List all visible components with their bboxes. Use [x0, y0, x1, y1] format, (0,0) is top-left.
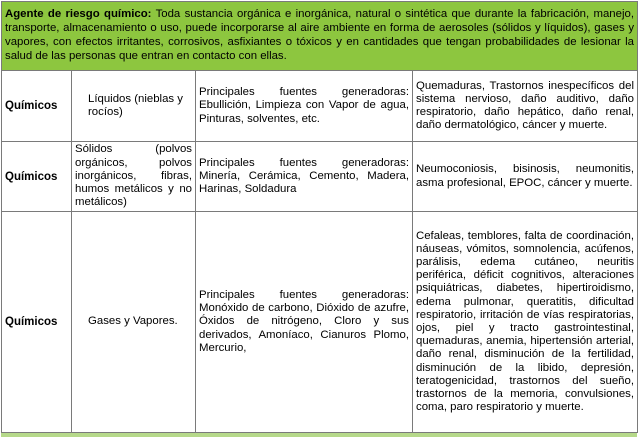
table-row: [2, 71, 638, 142]
table-row: [2, 142, 638, 212]
category-cell: Químicos: [2, 142, 72, 212]
definition-text: Toda sustancia orgánica e inorgánica, natural o sintética que durante la fabricación, manejo, transporte, almacenamiento o uso, puede incorporarse al aire ambiente en forma de aerosoles (sólidos y líquidos), gases y vapores, con efectos irritantes, corrosivos, asfixiantes o tóxicos y en cantidades que tengan probabilidades de lesionar la salud de las personas que entran en contacto con ellas.: [5, 8, 635, 62]
definition-cell: [2, 2, 638, 71]
chemical-risk-table: [1, 1, 638, 433]
sources-cell: Principales fuentes generadoras: Minería, Cerámica, Cemento, Madera, Harinas, Soldadura: [196, 142, 413, 212]
effects-cell: Neumoconiosis, bisinosis, neumonitis, asma profesional, EPOC, cáncer y muerte.: [413, 142, 638, 212]
definition-term: Agente de riesgo químico:: [5, 8, 152, 21]
effects-cell: Cefaleas, temblores, falta de coordinación, náuseas, vómitos, somnolencia, acúfenos, parálisis, edema cutáneo, neuritis periférica, déficit cognitivos, alteraciones psiquiátricas, diabetes, hipertiroidismo, edema pulmonar, queratitis, dificultad respiratorio, irritación de vías respiratorias, ojos, piel y tracto gastrointestinal, quemaduras, anemia, hipertensión arterial, daño renal, disminución de la fertilidad, disminución de la libido, depresión, teratogenicidad, trastornos del sueño, trastornos de la memoria, convulsiones, coma, paro respiratorio y muerte.: [413, 212, 638, 433]
sources-cell: Principales fuentes generadoras: Ebullición, Limpieza con Vapor de agua, Pinturas, solventes, etc.: [196, 71, 413, 142]
header-row: [2, 2, 638, 71]
agent-type-cell: Líquidos (nieblas y rocíos): [72, 71, 196, 142]
agent-type-cell: Sólidos (polvos orgánicos, polvos inorgánicos, fibras, humos metálicos y no metálicos): [72, 142, 196, 212]
category-cell: Químicos: [2, 212, 72, 433]
bottom-green-band: [1, 433, 637, 437]
category-cell: Químicos: [2, 71, 72, 142]
table-row: [2, 212, 638, 433]
agent-type-cell: Gases y Vapores.: [72, 212, 196, 433]
effects-cell: Quemaduras, Trastornos inespecíficos del sistema nervioso, daño auditivo, daño respiratorio, daño hepático, daño renal, daño dermatológico, cáncer y muerte.: [413, 71, 638, 142]
sources-cell: Principales fuentes generadoras: Monóxido de carbono, Dióxido de azufre, Óxidos de nitrógeno, Cloro y sus derivados, Amoníaco, Cianuros Plomo, Mercurio,: [196, 212, 413, 433]
